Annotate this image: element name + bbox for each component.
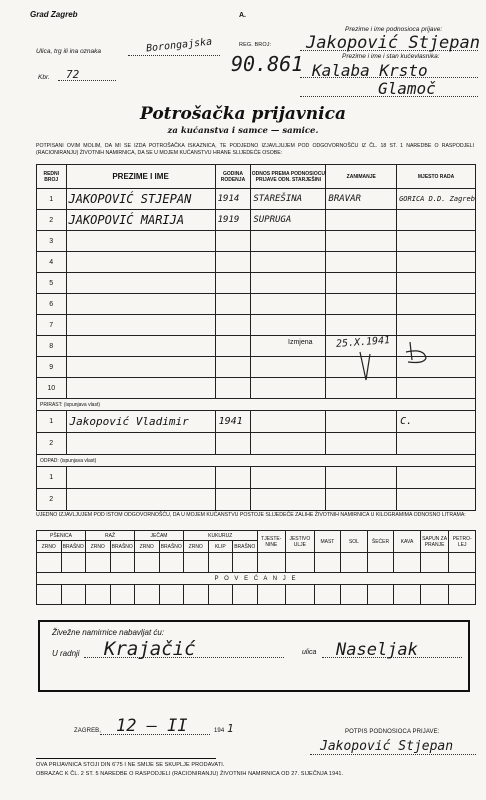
prirast-place: [397, 433, 476, 455]
person-name: [66, 294, 215, 315]
person-place: [397, 231, 476, 252]
odpad-cell: [251, 467, 326, 489]
person-no: 10: [37, 378, 67, 399]
date-value: 12 – II: [116, 716, 188, 736]
odpad-cell: [215, 467, 251, 489]
place-label: ZAGREB,: [74, 728, 102, 734]
prirast-year: 1941: [215, 411, 251, 433]
odpad-no: 2: [37, 489, 67, 511]
prirast-name: [66, 433, 215, 455]
persons-header-row: [37, 165, 476, 189]
street-label: Ulica, trg ili ina oznaka: [36, 48, 102, 55]
person-relation: [251, 252, 326, 273]
person-job: [326, 252, 397, 273]
year-suffix: 194: [214, 728, 225, 734]
supplies-row: [37, 553, 476, 573]
footer-note-1: OVA PRIJAVNICA STOJI DIN 6'75 I NE SMIJE SE SKUPLJE PRODAVATI.: [36, 762, 225, 768]
prirast-row: [37, 411, 476, 433]
single-mast: MAST: [314, 531, 341, 553]
person-relation: [251, 357, 326, 378]
single-sapun: SAPUN ZA PRANJE: [420, 531, 449, 553]
increase-label: P O V E Ć A N J E: [37, 573, 476, 585]
shop-street-value: Naseljak: [336, 640, 418, 660]
odpad-cell: [66, 467, 215, 489]
group-psenica: PŠENICA: [37, 531, 86, 541]
person-job: [326, 210, 397, 231]
person-relation: STAREŠINA: [251, 189, 326, 210]
supplies-paragraph: UJEDNO IZJAVLJUJEM POD ISTOM ODGOVORNOŠĆU, DA U MOJEM KUĆANSTVU POSTOJE SLIJEDEĆE ZALIHE ŽIVOTNIH NAMIRNICA U KILOGRAMIMA ODNOSNO LITRAMA:: [36, 512, 466, 518]
single-kava: KAVA: [394, 531, 421, 553]
form-subtitle: za kućanstva i samce — samice.: [167, 126, 319, 136]
prirast-year: [215, 433, 251, 455]
person-row: [37, 273, 476, 294]
col-header-year: GODINA RODENJA: [215, 165, 251, 189]
prirast-empty: [326, 411, 397, 433]
change-date: 25.X.1941: [335, 335, 391, 350]
person-place: [397, 315, 476, 336]
prirast-place: C.: [397, 411, 476, 433]
prirast-no: 2: [37, 433, 67, 455]
col-header-no: REDNI BROJ: [37, 165, 67, 189]
single-sol: SOL: [341, 531, 368, 553]
person-place: [397, 210, 476, 231]
person-place: GORICA D.D. Zagreb: [397, 189, 476, 210]
owner-line-1: [300, 77, 478, 78]
person-year: 1914: [215, 189, 251, 210]
house-label: Kbr.: [38, 74, 50, 81]
increase-row: [37, 585, 476, 605]
owner-label: Prezime i ime i stan kućevlasnika:: [342, 53, 440, 60]
person-place: [397, 252, 476, 273]
sub-brasno: BRAŠNO: [110, 541, 135, 553]
person-row: [37, 252, 476, 273]
person-job: [326, 231, 397, 252]
sub-brasno: BRAŠNO: [61, 541, 86, 553]
sub-zrno: ZRNO: [37, 541, 62, 553]
odpad-no: 1: [37, 467, 67, 489]
prirast-label: PRIRAST: (ispunjava vlast): [37, 399, 476, 411]
odpad-cell: [326, 489, 397, 511]
person-no: 6: [37, 294, 67, 315]
person-row: [37, 315, 476, 336]
single-secer: ŠEĆER: [367, 531, 394, 553]
supplies-table: [36, 530, 476, 605]
prirast-empty: [251, 411, 326, 433]
odpad-row: [37, 467, 476, 489]
single-petrolej: PETRO-LEJ: [449, 531, 476, 553]
person-job: [326, 273, 397, 294]
person-year: [215, 336, 251, 357]
person-year: [215, 231, 251, 252]
owner-value-1: Kalaba Krsto: [312, 61, 428, 80]
owner-value-2: Glamoč: [378, 79, 436, 98]
person-name: [66, 315, 215, 336]
shop-label: U radnji: [52, 649, 80, 658]
shop-value: Krajačić: [104, 638, 196, 660]
person-name: [66, 357, 215, 378]
person-no: 9: [37, 357, 67, 378]
prirast-row: [37, 433, 476, 455]
person-row: [37, 231, 476, 252]
person-no: 1: [37, 189, 67, 210]
sub-brasno: BRAŠNO: [159, 541, 184, 553]
footer-note-2: OBRAZAC K ČL. 2 ST. 5 NAREDBE O RASPODJELI (RACIONIRANJU) ŽIVOTNIH NAMIRNICA OD 27. SIJEČNJA 1941.: [36, 771, 344, 777]
person-year: [215, 315, 251, 336]
odpad-cell: [251, 489, 326, 511]
col-header-name: PREZIME I IME: [66, 165, 215, 189]
person-name: [66, 252, 215, 273]
person-job: [326, 315, 397, 336]
prirast-empty: [251, 433, 326, 455]
signature-value: Jakopović Stjepan: [320, 739, 454, 754]
city-label: Grad Zagreb: [30, 10, 78, 19]
odpad-label: ODPAD: (ispunjava vlast): [37, 455, 476, 467]
odpad-cell: [215, 489, 251, 511]
odpad-cell: [397, 489, 476, 511]
person-name: JAKOPOVIĆ MARIJA: [66, 210, 215, 231]
signature-line: [310, 754, 476, 755]
prirast-no: 1: [37, 411, 67, 433]
person-relation: [251, 273, 326, 294]
street-line: [128, 55, 220, 56]
group-kukuruz: KUKURUZ: [184, 531, 258, 541]
prirast-empty: [326, 433, 397, 455]
form-letter: A.: [239, 12, 246, 19]
person-job: BRAVAR: [326, 189, 397, 210]
person-row: [37, 189, 476, 210]
person-place: [397, 294, 476, 315]
odpad-row: [37, 489, 476, 511]
applicant-value: Jakopović Stjepan: [306, 33, 480, 53]
single-tjestenine: TJESTE-NINE: [257, 531, 286, 553]
odpad-cell: [397, 467, 476, 489]
person-year: [215, 273, 251, 294]
person-relation: [251, 294, 326, 315]
sub-brasno: BRAŠNO: [233, 541, 258, 553]
person-no: 2: [37, 210, 67, 231]
person-relation: [251, 378, 326, 399]
person-no: 4: [37, 252, 67, 273]
person-name: [66, 273, 215, 294]
house-value: 72: [66, 68, 80, 81]
person-name: [66, 378, 215, 399]
person-relation: [251, 315, 326, 336]
group-raz: RAŽ: [86, 531, 135, 541]
person-name: JAKOPOVIĆ STJEPAN: [66, 189, 215, 210]
street-value: Borongajska: [145, 36, 213, 55]
col-header-place: MJESTO RADA: [397, 165, 476, 189]
col-header-relation: ODNOS PREMA PODNOSIOCU PRIJAVE ODN. STARJEŠINI: [251, 165, 326, 189]
person-no: 8: [37, 336, 67, 357]
person-place: [397, 273, 476, 294]
person-year: [215, 252, 251, 273]
person-name: [66, 336, 215, 357]
reg-label: REG. BROJ:: [239, 42, 272, 48]
person-year: [215, 378, 251, 399]
person-name: [66, 231, 215, 252]
form-title: Potrošačka prijavnica: [140, 104, 346, 124]
sub-zrno: ZRNO: [86, 541, 111, 553]
change-annotation: Izmjena: [288, 339, 313, 346]
person-no: 7: [37, 315, 67, 336]
shop-street-label: ulica: [302, 649, 317, 656]
odpad-cell: [326, 467, 397, 489]
person-no: 3: [37, 231, 67, 252]
person-row: [37, 210, 476, 231]
footer-rule: [36, 758, 216, 759]
signature-label: POTPIS PODNOSIOCA PRIJAVE:: [345, 729, 440, 735]
person-no: 5: [37, 273, 67, 294]
odpad-cell: [66, 489, 215, 511]
group-jecam: JEČAM: [135, 531, 184, 541]
person-year: [215, 294, 251, 315]
prirast-name: Jakopović Vladimir: [66, 411, 215, 433]
single-ulje: JESTIVO ULJE: [286, 531, 315, 553]
owner-line-2: [300, 96, 478, 97]
person-year: 1919: [215, 210, 251, 231]
shop-box-label: Živežne namirnice nabavljat ću:: [52, 628, 165, 637]
applicant-line: [300, 50, 478, 51]
person-relation: [251, 231, 326, 252]
person-job: [326, 294, 397, 315]
reg-value: 90.861: [231, 52, 304, 76]
change-scribble: [340, 336, 440, 386]
person-relation: SUPRUGA: [251, 210, 326, 231]
intro-paragraph: POTPISANI OVIM MOLIM, DA MI SE IZDA POTROŠAČKA ISKAZNICA, TE PODJEDNO IZJAVLJUJEM POD ODGOVORNOŠĆU IZ ČL. 18 ST. 1 NAREDBE O RASPODJELI (RACIONIRANJU) ŽIVOTNIH NAMIRNICA, DA SE U MOJEM KUĆANSTVU HRANE SLIJEDEĆE OSOBE:: [36, 143, 474, 156]
person-row: [37, 294, 476, 315]
sub-klip: KLIP: [208, 541, 233, 553]
person-year: [215, 357, 251, 378]
applicant-label: Prezime i ime podnosioca prijave:: [345, 26, 443, 33]
col-header-job: ZANIMANJE: [326, 165, 397, 189]
sub-zrno: ZRNO: [135, 541, 160, 553]
year-digit: 1: [227, 722, 234, 735]
sub-zrno: ZRNO: [184, 541, 209, 553]
